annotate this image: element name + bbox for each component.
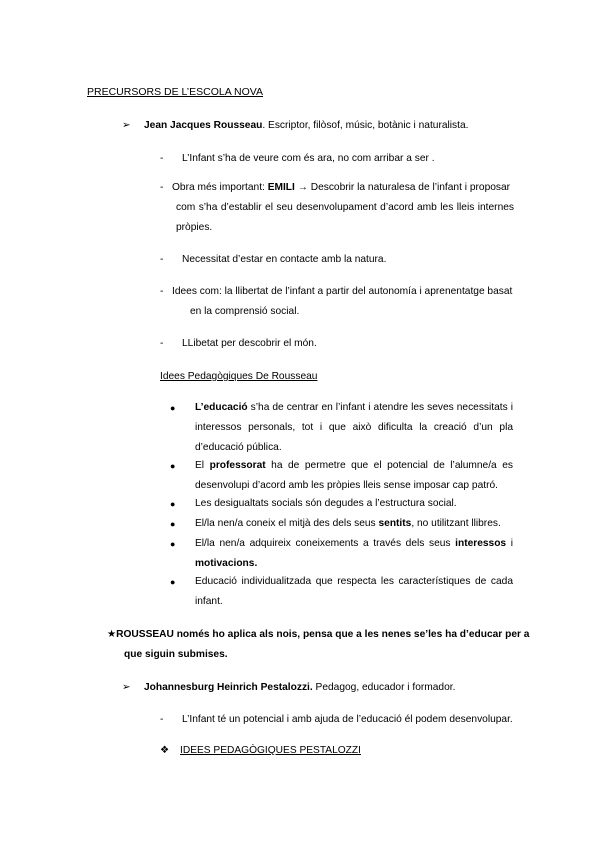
dash-marker: - bbox=[160, 182, 164, 193]
b5-post: i bbox=[506, 538, 513, 549]
round-bullet-icon: ● bbox=[170, 461, 176, 471]
dash-marker: - bbox=[160, 286, 164, 297]
idees-line1: Idees com: la llibertat de l’infant a partir del autonomía i aprenentatge basat bbox=[172, 286, 513, 297]
round-bullet-icon: ● bbox=[170, 403, 176, 413]
dash-marker: - bbox=[160, 714, 164, 725]
b2-rest: ha de permetre que el potencial de l’alumne/a es bbox=[265, 460, 514, 471]
b4-post: , no utilitzant llibres. bbox=[411, 518, 501, 529]
b2-bold: professorat bbox=[209, 460, 266, 471]
pestalozzi-subtitle: IDEES PEDAGÒGIQUES PESTALOZZI bbox=[180, 745, 361, 756]
bullet-item-4 bbox=[195, 514, 513, 534]
bullet-item-5 bbox=[195, 534, 513, 574]
note-line1: ROUSSEAU només ho aplica als nois, pensa que a les nenes se’les ha d’educar per a bbox=[116, 629, 530, 640]
b1-bold: L’educació bbox=[195, 402, 248, 413]
rousseau-heading bbox=[122, 116, 468, 136]
bullet-item-6 bbox=[195, 572, 513, 612]
b4-bold: sentits bbox=[378, 518, 412, 529]
dash-item bbox=[160, 710, 513, 730]
b5-line2: motivacions. bbox=[195, 558, 258, 569]
b1-line2: interessos personals, tot i que això dificulta la creació d’un pla bbox=[195, 422, 513, 433]
b5-bold: interessos bbox=[455, 538, 507, 549]
bullet-item-2 bbox=[195, 456, 513, 496]
b1-line3: d’educació pública. bbox=[195, 442, 282, 453]
arrow-bullet-icon: ➢ bbox=[122, 682, 131, 693]
obra-line3: pròpies. bbox=[176, 222, 213, 233]
diamond-bullet-icon: ❖ bbox=[160, 745, 170, 756]
b4-pre: El/la nen/a coneix el mitjà des dels seus bbox=[195, 518, 379, 529]
obra-item bbox=[160, 178, 510, 198]
pestalozzi-desc: Pedagog, educador i formador. bbox=[312, 682, 456, 693]
note-line2: que siguin submises. bbox=[124, 649, 228, 660]
round-bullet-icon: ● bbox=[170, 577, 176, 587]
b2-pre: El bbox=[195, 460, 210, 471]
bullet-item-3: Les desigualtats socials són degudes a l’estructura social. bbox=[195, 498, 457, 509]
idees-item bbox=[160, 282, 512, 302]
b6-line2: infant. bbox=[195, 596, 223, 607]
rousseau-note bbox=[107, 625, 530, 645]
dash-text: Necessitat d’estar en contacte amb la natura. bbox=[182, 254, 387, 265]
obra-prefix: Obra més important: bbox=[172, 182, 268, 193]
pestalozzi-subtitle-row bbox=[160, 741, 361, 761]
pestalozzi-heading bbox=[122, 678, 455, 698]
page-title: PRECURSORS DE L’ESCOLA NOVA bbox=[87, 86, 264, 98]
dash-item bbox=[160, 334, 317, 354]
b1-rest: s’ha de centrar en l’infant i atendre les seves necessitats i bbox=[247, 402, 513, 413]
rousseau-subtitle: Idees Pedagògiques De Rousseau bbox=[160, 371, 318, 382]
dash-item bbox=[160, 149, 435, 169]
rousseau-name: Jean Jacques Rousseau bbox=[144, 120, 263, 131]
round-bullet-icon: ● bbox=[170, 519, 176, 529]
obra-arrow: → bbox=[294, 182, 311, 193]
idees-line2: en la comprensió social. bbox=[190, 306, 300, 317]
pestalozzi-name: Johannesburg Heinrich Pestalozzi. bbox=[144, 682, 313, 693]
dash-text: L’Infant s’ha de veure com és ara, no com arribar a ser . bbox=[182, 153, 435, 164]
dash-text: LLibetat per descobrir el món. bbox=[182, 338, 317, 349]
b2-line2: desenvolupi d’acord amb les pròpies lleis sense imposar cap patró. bbox=[195, 480, 498, 491]
round-bullet-icon: ● bbox=[170, 499, 176, 509]
dash-text: L’Infant té un potencial i amb ajuda de l’educació él podem desenvolupar. bbox=[182, 714, 513, 725]
round-bullet-icon: ● bbox=[170, 539, 176, 549]
b5-pre: El/la nen/a adquireix coneixements a través dels seus bbox=[195, 538, 456, 549]
obra-title: EMILI bbox=[267, 182, 295, 193]
obra-line2: com s’ha d’establir el seu desenvolupament d’acord amb les lleis internes bbox=[176, 202, 514, 213]
b6-line1: Educació individualitzada que respecta les característiques de cada bbox=[195, 576, 513, 587]
dash-item bbox=[160, 250, 386, 270]
star-icon: ★ bbox=[107, 629, 117, 640]
bullet-item-1 bbox=[195, 398, 513, 458]
dash-marker: - bbox=[160, 338, 164, 349]
dash-marker: - bbox=[160, 254, 164, 265]
rousseau-desc: . Escriptor, filòsof, músic, botànic i naturalista. bbox=[262, 120, 469, 131]
obra-line1: Descobrir la naturalesa de l’infant i proposar bbox=[310, 182, 511, 193]
dash-marker: - bbox=[160, 153, 164, 164]
arrow-bullet-icon: ➢ bbox=[122, 120, 131, 131]
